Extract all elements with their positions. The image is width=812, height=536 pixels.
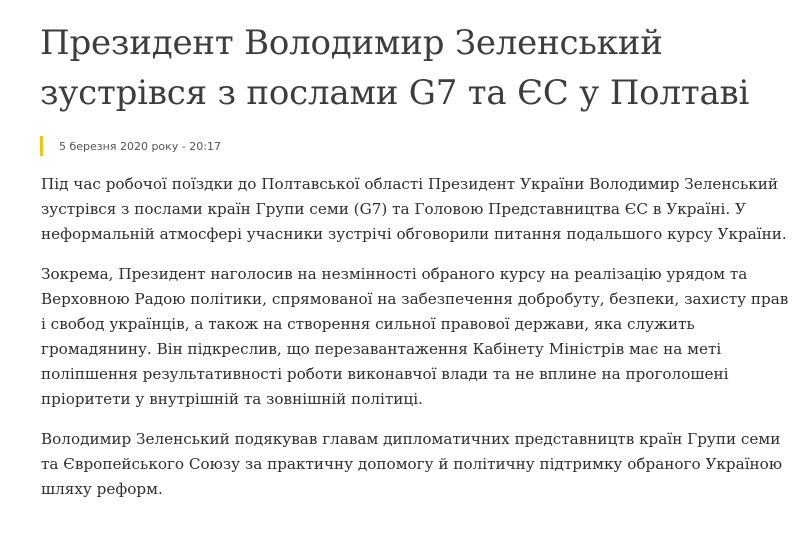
paragraph-3: Володимир Зеленський подякував главам дипломатичних представництв країн Групи семи та Європейського Союзу за практичну допомогу й політичну підтримку обраного Україною шляху реформ. [41,430,783,498]
title-line-2: зустрівся з послами G7 та ЄС у Полтаві [40,73,750,113]
paragraph-1: Під час робочої поїздки до Полтавської області Президент України Володимир Зеленський зустрівся з послами країн Групи семи (G7) та Головою Представництва ЄС в Україні. У неформальній атмосфері учасники зустрічі обговорили питання подальшого курсу України. [41,175,787,243]
article-title [40,18,790,118]
article-body [40,172,790,502]
date-row [40,136,790,156]
article [40,18,790,517]
title-line-1: Президент Володимир Зеленський [40,23,663,63]
publish-date: 5 березня 2020 року - 20:17 [59,139,221,153]
date-accent-bar [40,136,43,156]
paragraph-2: Зокрема, Президент наголосив на незмінності обраного курсу на реалізацію урядом та Верховною Радою політики, спрямованої на забезпечення добробуту, безпеки, захисту прав і свобод українців, а також на створення сильної правової держави, яка служить громадянину. Він підкреслив, що перезавантаження Кабінету Міністрів має на меті поліпшення результативності роботи виконавчої влади та не вплине на проголошені пріоритети у внутрішній та зовнішній політиці. [41,265,789,408]
